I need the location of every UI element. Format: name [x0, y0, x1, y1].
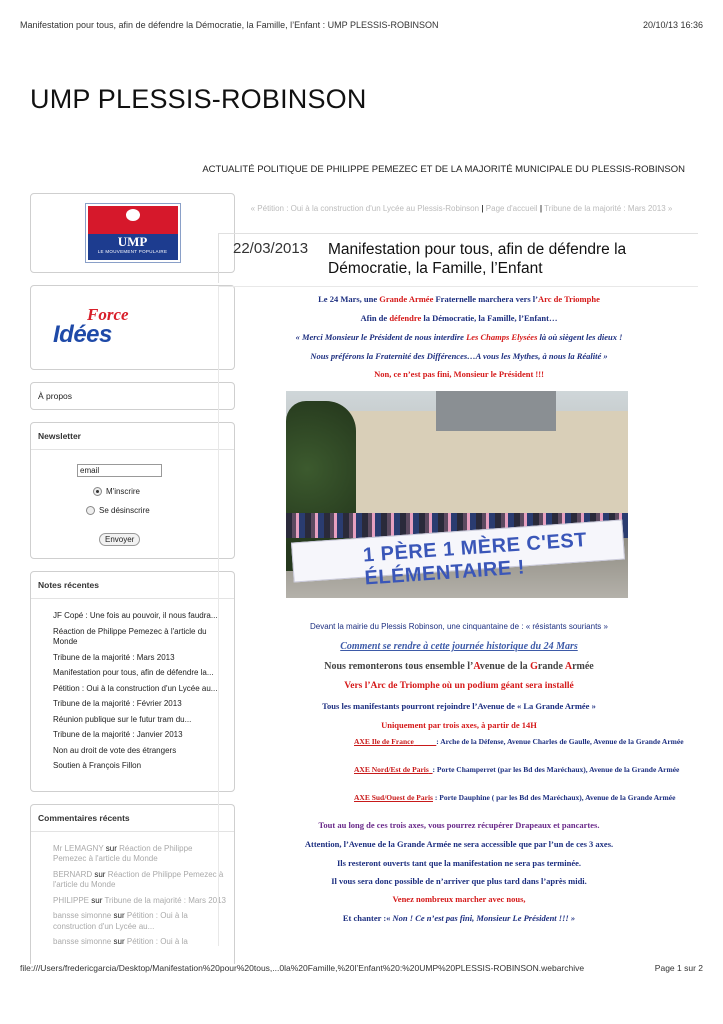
home-link[interactable]: Page d'accueil — [485, 204, 538, 213]
recent-posts-title: Notes récentes — [31, 572, 234, 599]
print-page-number: Page 1 sur 2 — [654, 963, 703, 973]
print-file-path: file:///Users/fredericgarcia/Desktop/Manifestation%20pour%20tous,...0la%20Famille,%20l’Enfant%20:%20UMP%20PLESSIS-ROBINSON.webarchive — [20, 963, 585, 973]
subscribe-label: M'inscrire — [106, 487, 140, 496]
post-title: Manifestation pour tous, afin de défendre la Démocratie, la Famille, l’Enfant — [328, 241, 627, 277]
comment-item — [53, 937, 226, 948]
together-letter: G — [530, 661, 538, 672]
unsubscribe-option[interactable] — [86, 506, 150, 515]
print-datetime: 20/10/13 16:36 — [642, 20, 703, 30]
comment-sur: sur — [105, 843, 117, 853]
recent-post-link[interactable]: JF Copé : Une fois au pouvoir, il nous faudra... — [53, 611, 218, 620]
recent-post-link[interactable]: Tribune de la majorité : Mars 2013 — [53, 652, 175, 662]
axe-2 — [324, 765, 684, 775]
ump-logo-letters: UMP — [117, 234, 148, 249]
prev-post-link[interactable]: « Pétition : Oui à la construction d'un Lycée au Plessis-Robinson — [250, 204, 480, 213]
comment-item — [53, 896, 226, 907]
intro-text: Le 24 Mars, une — [318, 294, 380, 304]
intro-text: Afin de — [360, 313, 390, 323]
photo-banner-text: 1 PÈRE 1 MÈRE C'EST ÉLÉMENTAIRE ! — [362, 529, 588, 590]
intro-highlight: Les Champs Elysées — [466, 332, 538, 342]
newsletter-submit-button[interactable]: Envoyer — [99, 533, 140, 546]
newsletter-title: Newsletter — [31, 423, 234, 450]
recent-posts-widget — [30, 571, 235, 792]
axe-name: AXE Sud/Ouest de Paris — [354, 793, 433, 802]
intro-line-2 — [219, 313, 699, 323]
intro-highlight: Grande Armée — [379, 294, 434, 304]
tree-icon — [126, 209, 140, 221]
comment-author[interactable]: bansse simonne — [53, 937, 112, 946]
comment-item — [53, 911, 226, 932]
email-input[interactable]: email — [77, 464, 162, 477]
together-text: Nous remonterons tous ensemble l’ — [324, 661, 474, 672]
arc-line: Vers l’Arc de Triomphe où un podium géant sera installé — [344, 681, 574, 691]
force-idees-widget — [30, 285, 235, 370]
come-line: Venez nombreux marcher avec nous, — [392, 894, 526, 904]
post-date: 22/03/2013 — [233, 240, 309, 257]
sing-quote: Non ! Ce n’est pas fini, Monsieur Le Président !!! » — [392, 913, 576, 923]
together-line — [219, 661, 699, 672]
post-body — [218, 286, 698, 946]
intro-line-3 — [219, 332, 699, 342]
comment-author[interactable]: BERNARD — [53, 869, 93, 879]
force-word: Force — [87, 304, 129, 324]
photo-caption: Devant la mairie du Plessis Robinson, une cinquantaine de : « résistants souriants » — [310, 622, 608, 631]
ump-logo-subtitle: LE MOUVEMENT POPULAIRE — [97, 249, 168, 254]
print-footer — [20, 963, 703, 973]
sing-text: Et chanter :« — [342, 913, 393, 923]
recent-post-link[interactable]: Non au droit de vote des étrangers — [53, 745, 177, 755]
comment-sur: sur — [94, 869, 106, 879]
intro-text: Fraternelle marchera vers l’ — [433, 294, 538, 304]
recent-post-link[interactable]: Réunion publique sur le futur tram du... — [53, 714, 192, 724]
intro-text: la Démocratie, la Famille, l’Enfant… — [421, 313, 558, 323]
idees-word: Idées — [53, 320, 112, 348]
comment-item — [53, 870, 226, 891]
comment-post-link[interactable]: Tribune de la majorité : Mars 2013 — [104, 895, 226, 905]
ump-logo[interactable] — [85, 203, 181, 263]
unsubscribe-label: Se désinscrire — [99, 506, 150, 515]
comment-sur: sur — [113, 911, 125, 920]
force-idees-logo[interactable] — [53, 303, 143, 353]
together-text: rande — [537, 661, 565, 672]
comment-post-link[interactable]: Réaction de Philippe Pemezec à l'article du Monde — [53, 869, 224, 889]
together-letter: A — [473, 661, 480, 672]
newsletter-widget — [30, 422, 235, 559]
next-post-link[interactable]: Tribune de la majorité : Mars 2013 » — [544, 204, 673, 213]
comment-author[interactable]: PHILIPPE — [53, 895, 90, 905]
recent-post-link[interactable]: Manifestation pour tous, afin de défendre la... — [53, 668, 214, 677]
apropos-widget — [30, 382, 235, 410]
ump-logo-widget — [30, 193, 235, 273]
nav-separator: | — [539, 204, 543, 213]
axe-name: AXE Nord/Est de Paris — [354, 765, 429, 774]
comment-post-link[interactable]: Pétition : Oui à la — [126, 937, 188, 946]
site-title[interactable]: UMP PLESSIS-ROBINSON — [30, 84, 367, 114]
intro-line-1 — [219, 294, 699, 304]
recent-posts-list — [31, 599, 234, 791]
intro-text: « Merci Monsieur le Président de nous interdire — [295, 332, 467, 342]
radio-checked-icon[interactable] — [93, 487, 102, 496]
apropos-link[interactable]: À propos — [38, 391, 73, 401]
intro-text: là où siègent les dieux ! — [537, 332, 623, 342]
together-text: rmée — [572, 661, 594, 672]
radio-unchecked-icon[interactable] — [86, 506, 95, 515]
join-line: Tous les manifestants pourront rejoindre l’Avenue de « La Grande Armée » — [322, 701, 596, 711]
together-text: venue de la — [479, 661, 531, 672]
recent-post-link[interactable]: Réaction de Philippe Pemezec à l'article du Monde — [53, 626, 207, 646]
recent-post-link[interactable]: Soutien à François Fillon — [53, 761, 142, 770]
flags-line: Tout au long de ces trois axes, vous pourrez récupérer Drapeaux et pancartes. — [318, 820, 600, 830]
recent-post-link[interactable]: Tribune de la majorité : Février 2013 — [53, 699, 182, 708]
subscribe-option[interactable] — [93, 487, 140, 496]
main-content — [218, 193, 705, 923]
axe-detail: : Arche de la Défense, Avenue Charles de Gaulle, Avenue de la Grande Armée — [436, 737, 684, 746]
attention-line: Attention, l’Avenue de la Grande Armée ne sera accessible que par l’un de ces 3 axes. — [304, 839, 614, 849]
together-letter: A — [564, 661, 573, 672]
comment-item — [53, 844, 226, 865]
demonstration-photo — [286, 391, 628, 598]
axe-detail: : Porte Champerret (par les Bd des Maréchaux), Avenue de la Grande Armée — [432, 765, 680, 774]
late-line: Il vous sera donc possible de n’arriver que plus tard dans l’après midi. — [331, 876, 587, 886]
comment-post-link[interactable]: Réaction de Philippe Pemezec à l'article du Monde — [53, 843, 193, 863]
post-header — [218, 233, 698, 283]
intro-line-5: Non, ce n’est pas fini, Monsieur le Président !!! — [374, 369, 544, 379]
three-axes-line: Uniquement par trois axes, à partir de 14H — [381, 720, 537, 730]
axe-detail: : Porte Dauphine ( par les Bd des Maréchaux), Avenue de la Grande Armée — [432, 793, 676, 802]
recent-comments-widget — [30, 804, 235, 964]
how-to-heading: Comment se rendre à cette journée historique du 24 Mars — [340, 641, 578, 652]
comment-author[interactable]: Mr LEMAGNY — [53, 843, 104, 853]
print-header — [20, 20, 703, 30]
recent-post-link[interactable]: Pétition : Oui à la construction d'un Lycée au... — [53, 683, 218, 693]
sidebar — [30, 193, 235, 976]
post-navigation — [218, 193, 705, 213]
axe-3 — [324, 793, 684, 803]
nav-separator: | — [481, 204, 484, 213]
intro-highlight: défendre — [389, 313, 422, 323]
axe-gap — [414, 737, 437, 746]
axe-name: AXE Ile de France — [354, 737, 414, 746]
axe-1 — [324, 737, 684, 747]
comment-sur: sur — [113, 937, 125, 946]
sing-line — [219, 913, 699, 923]
site-tagline: ACTUALITÉ POLITIQUE DE PHILIPPE PEMEZEC ET DE LA MAJORITÉ MUNICIPALE DU PLESSIS-ROBINSON — [202, 164, 685, 175]
recent-comments-title: Commentaires récents — [31, 805, 234, 832]
intro-line-4: Nous préférons la Fraternité des Différences…A vous les Mythes, à nous la Réalité » — [310, 351, 608, 361]
print-page-title: Manifestation pour tous, afin de défendre la Démocratie, la Famille, l’Enfant : UMP PLESSIS-ROBINSON — [20, 20, 439, 30]
intro-highlight: Arc de Triomphe — [538, 294, 600, 304]
comment-post-link[interactable]: Pétition : Oui à la construction d'un Lycée au... — [53, 911, 188, 931]
recent-comments-list — [31, 832, 234, 964]
comment-sur: sur — [91, 895, 103, 905]
recent-post-link[interactable]: Tribune de la majorité : Janvier 2013 — [53, 730, 183, 739]
comment-author[interactable]: bansse simonne — [53, 911, 112, 920]
open-line: Ils resteront ouverts tant que la manifestation ne sera pas terminée. — [336, 858, 582, 868]
